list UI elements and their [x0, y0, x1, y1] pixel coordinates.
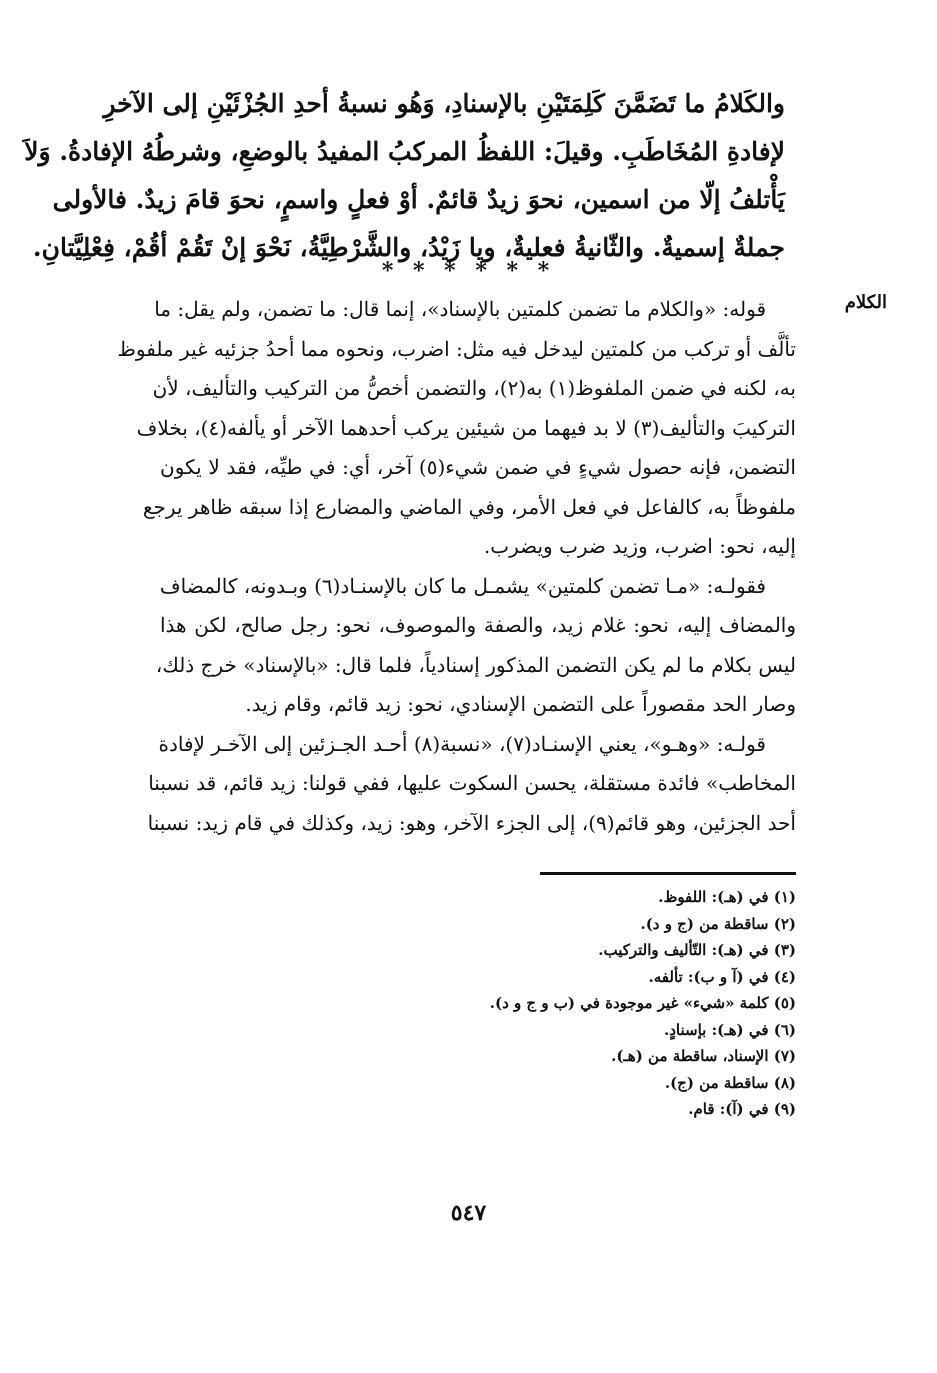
commentary-line: إليه، نحو: اضرب، وزيد ضرب ويضرب.	[483, 534, 796, 558]
commentary-line: وصار الحد مقصوراً على التضمن الإسنادي، نحو: زيد قائم، وقام زيد.	[245, 692, 796, 716]
commentary-line: التركيبَ والتأليف(٣) لا بد فيهما من شيئين يركب أحدهما الآخر أو يألفه(٤)، بخلاف	[136, 415, 796, 440]
commentary-line: تألَّف أو تركب من كلمتين ليدخل فيه مثل: اضرب، ونحوه مما أحدُ جزئيه غير ملفوظ	[117, 336, 796, 361]
commentary-line: ملفوظاً به، كالفاعل في فعل الأمر، وفي الماضي والمضارع إذا سبقه ظاهر يرجع	[142, 494, 796, 519]
commentary-line: أحد الجزئين، وهو قائم(٩)، إلى الجزء الآخر، وهو: زيد، وكذلك في قام زيد: نسبنا	[147, 810, 796, 835]
footnote: (٨) ساقطة من (ج).	[664, 1073, 796, 1092]
footnote-divider	[540, 872, 796, 875]
footnote: (٦) في (هـ): بإسنادٍ.	[664, 1020, 796, 1039]
matn-line: جملةٌ إسميةٌ. والثّانيةُ فعليةٌ، ويا زَيْدُ، والشَّرْطِيَّةُ، نَحْوَ إنْ تَقُمْ أقُمْ، فِعْلِيَّتانِ.	[32, 233, 785, 262]
section-separator: * * * * * *	[381, 258, 556, 284]
commentary-line: قوله: «والكلام ما تضمن كلمتين بالإسناد»، إنما قال: ما تضمن، ولم يقل: ما	[154, 297, 766, 321]
matn-line: يَأْتلفُ إلّا من اسمين، نحوَ زيدٌ قائمٌ. أوْ فعلٍ واسمٍ، نحوَ قامَ زيدٌ. فالأولى	[52, 185, 785, 214]
commentary-text	[117, 290, 796, 843]
commentary-line: به، لكنه في ضمن الملفوظ(١) به(٢)، والتضمن أخصُّ من التركيب والتأليف، لأن	[152, 376, 796, 400]
margin-heading: الكلام	[844, 292, 887, 313]
commentary-line: المخاطب» فائدة مستقلة، يحسن السكوت عليها، ففي قولنا: زيد قائم، قد نسبنا	[148, 771, 796, 795]
commentary-line: ليس بكلام ما لم يكن التضمن المذكور إسنادياً، فلما قال: «بالإسناد» خرج ذلك،	[155, 652, 796, 677]
footnote: (٧) الإسناد، ساقطة من (هـ).	[611, 1047, 796, 1065]
footnote: (١) في (هـ): اللفوظ.	[658, 888, 796, 906]
commentary-line: والمضاف إليه، نحو: غلام زيد، والصفة والموصوف، نحو: رجل صالح، لكن هذا	[160, 613, 796, 637]
footnote: (٣) في (هـ): التّأليف والتركيب.	[598, 941, 796, 959]
footnote: (٤) في (آ و ب): تألفه.	[648, 967, 796, 986]
matn-text	[24, 80, 785, 272]
footnote: (٩) في (آ): قام.	[688, 1100, 796, 1118]
commentary-line: فقولـه: «مـا تضمن كلمتين» يشمـل ما كان بالإسنـاد(٦) وبـدونه، كالمضاف	[159, 573, 766, 598]
matn-line: لإفادةِ المُخَاطَبِ. وقيلَ: اللفظُ المركبُ المفيدُ بالوضعِ، وشرطُهُ الإفادةُ. وَلاَ	[24, 137, 785, 166]
commentary-line: التضمن، فإنه حصول شيءٍ في ضمن شيء(٥) آخر، أي: في طيِّه، فقد لا يكون	[160, 455, 796, 479]
page-number: ٥٤٧	[450, 1200, 487, 1226]
footnotes	[450, 884, 796, 1123]
footnote: (٥) كلمة «شيء» غير موجودة في (ب و ج و د).	[489, 994, 796, 1012]
matn-line: والكَلامُ ما تَضَمَّنَ كَلِمَتَيْنِ بالإسنادِ، وَهُو نسبةُ أحدِ الجُزْئَيْنِ إلى الآخرِ	[103, 89, 785, 118]
commentary-line: قولـه: «وهـو»، يعني الإسنـاد(٧)، «نسبة(٨) أحـد الجـزئين إلى الآخـر لإفادة	[158, 731, 766, 756]
footnote: (٢) ساقطة من (ج و د).	[640, 914, 796, 933]
